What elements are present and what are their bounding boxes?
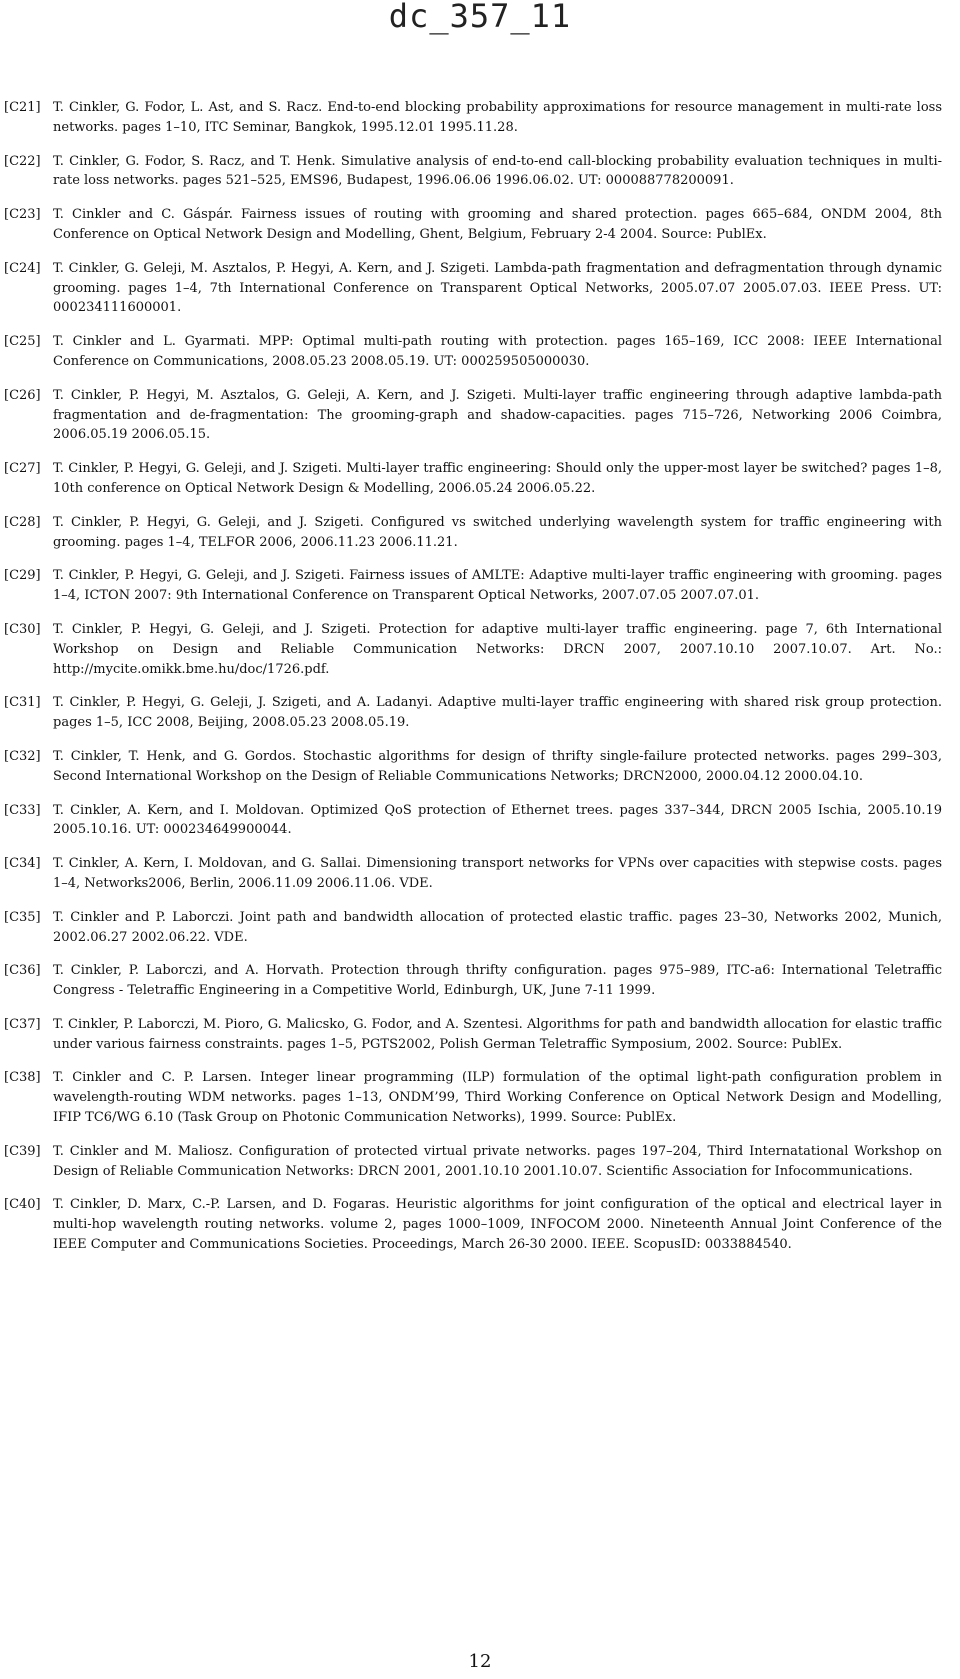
reference-entry bbox=[0, 259, 960, 318]
reference-entry bbox=[0, 1195, 960, 1254]
reference-entry bbox=[0, 801, 960, 841]
reference-text: T. Cinkler and C. Gáspár. Fairness issues of routing with grooming and shared protection. pages 665–684, ONDM 2004, 8th Conference on Optical Network Design and Modelling, Ghent, Belgium, February 2-4 2004. Source: PublEx. bbox=[53, 207, 942, 242]
reference-entry bbox=[0, 459, 960, 499]
reference-entry bbox=[0, 1015, 960, 1055]
reference-label: [C29] bbox=[4, 568, 41, 584]
reference-label: [C26] bbox=[4, 387, 41, 403]
reference-list bbox=[0, 98, 960, 1269]
reference-label: [C27] bbox=[4, 461, 41, 477]
reference-text: T. Cinkler and M. Maliosz. Configuration of protected virtual private networks. pages 197–204, Third Internatational Workshop on Design of Reliable Communication Networks: DRCN 2001, 2001.10.10 2001.10.07. Scientific Association for Infocommunications. bbox=[53, 1143, 942, 1179]
reference-entry bbox=[0, 854, 960, 894]
reference-text: T. Cinkler, G. Geleji, M. Asztalos, P. Hegyi, A. Kern, and J. Szigeti. Lambda-path fragmentation and defragmentation through dynamic grooming. pages 1–4, 7th International Conference on Transparent Optical Networks, 2005.07.07 2005.07.03. IEEE Press. UT: 000234111600001. bbox=[53, 260, 942, 316]
reference-text: T. Cinkler, D. Marx, C.-P. Larsen, and D. Fogaras. Heuristic algorithms for joint configuration of the optical and electrical layer in multi-hop wavelength routing networks. volume 2, pages 1000–1009, INFOCOM 2000. Nineteenth Annual Joint Conference of the IEEE Computer and Communications Societies. Proceedings, March 26-30 2000. IEEE. ScopusID: 0033884540. bbox=[53, 1197, 942, 1253]
reference-text: T. Cinkler, P. Laborczi, and A. Horvath. Protection through thrifty configuration. pages 975–989, ITC-a6: International Teletraffic Congress - Teletraffic Engineering in a Competitive World, Edinburgh, UK, June 7-11 1999. bbox=[53, 963, 942, 999]
reference-label: [C35] bbox=[4, 909, 41, 925]
reference-label: [C25] bbox=[4, 334, 41, 350]
reference-text: T. Cinkler, P. Hegyi, M. Asztalos, G. Geleji, A. Kern, and J. Szigeti. Multi-layer traffic engineering through adaptive lambda-path fragmentation and de-fragmentation: The grooming-graph and shadow-capacities. pages 715–726, Networking 2006 Coimbra, 2006.05.19 2006.05.15. bbox=[53, 387, 942, 443]
reference-label: [C21] bbox=[4, 100, 41, 115]
reference-label: [C30] bbox=[4, 621, 41, 637]
reference-text: T. Cinkler, P. Laborczi, M. Pioro, G. Malicsko, G. Fodor, and A. Szentesi. Algorithms for path and bandwidth allocation for elastic traffic under various fairness constraints. pages 1–5, PGTS2002, Polish German Teletraffic Symposium, 2002. Source: PublEx. bbox=[53, 1016, 942, 1052]
reference-label: [C33] bbox=[4, 802, 41, 818]
reference-label: [C23] bbox=[4, 207, 41, 223]
reference-entry bbox=[0, 513, 960, 553]
reference-entry bbox=[0, 908, 960, 948]
reference-label: [C36] bbox=[4, 963, 41, 979]
reference-text: T. Cinkler, G. Fodor, L. Ast, and S. Racz. End-to-end blocking probability approximations for resource management in multi-rate loss networks. pages 1–10, ITC Seminar, Bangkok, 1995.12.01 1995.11.28. bbox=[53, 100, 942, 135]
reference-entry bbox=[0, 1142, 960, 1182]
reference-entry bbox=[0, 620, 960, 679]
reference-label: [C22] bbox=[4, 153, 41, 169]
reference-entry bbox=[0, 747, 960, 787]
reference-text: T. Cinkler, P. Hegyi, G. Geleji, J. Szigeti, and A. Ladanyi. Adaptive multi-layer traffic engineering with shared risk group protection. pages 1–5, ICC 2008, Beijing, 2008.05.23 2008.05.19. bbox=[53, 695, 942, 731]
reference-entry bbox=[0, 386, 960, 445]
reference-label: [C39] bbox=[4, 1143, 41, 1159]
reference-label: [C31] bbox=[4, 695, 41, 711]
reference-entry bbox=[0, 566, 960, 606]
reference-text: T. Cinkler, A. Kern, I. Moldovan, and G. Sallai. Dimensioning transport networks for VPNs over capacities with stepwise costs. pages 1–4, Networks2006, Berlin, 2006.11.09 2006.11.06. VDE. bbox=[53, 856, 942, 891]
reference-text: T. Cinkler and L. Gyarmati. MPP: Optimal multi-path routing with protection. pages 165–169, ICC 2008: IEEE International Conference on Communications, 2008.05.23 2008.05.19. UT: 000259505000030. bbox=[53, 334, 942, 369]
reference-entry bbox=[0, 152, 960, 192]
reference-entry bbox=[0, 205, 960, 245]
reference-label: [C24] bbox=[4, 260, 41, 276]
reference-text: T. Cinkler, P. Hegyi, G. Geleji, and J. Szigeti. Configured vs switched underlying wavelength system for traffic engineering with grooming. pages 1–4, TELFOR 2006, 2006.11.23 2006.11.21. bbox=[53, 514, 942, 550]
reference-label: [C40] bbox=[4, 1197, 41, 1213]
reference-text: T. Cinkler, G. Fodor, S. Racz, and T. Henk. Simulative analysis of end-to-end call-blocking probability evaluation techniques in multi-rate loss networks. pages 521–525, EMS96, Budapest, 1996.06.06 1996.06.02. UT: 000088778200091. bbox=[53, 153, 942, 189]
reference-text: T. Cinkler, P. Hegyi, G. Geleji, and J. Szigeti. Fairness issues of AMLTE: Adaptive multi-layer traffic engineering with grooming. pages 1–4, ICTON 2007: 9th International Conference on Transparent Optical Networks, 2007.07.05 2007.07.01. bbox=[53, 568, 942, 604]
page-number: 12 bbox=[468, 1651, 492, 1672]
reference-entry bbox=[0, 332, 960, 372]
reference-text: T. Cinkler, P. Hegyi, G. Geleji, and J. Szigeti. Protection for adaptive multi-layer traffic engineering. page 7, 6th International Workshop on Design and Reliable Communication Networks: DRCN 2007, 2007.10.10 2007.10.07. Art. No.: http://mycite.omikk.bme.hu/doc/1726.pdf. bbox=[53, 621, 942, 677]
reference-text: T. Cinkler and P. Laborczi. Joint path and bandwidth allocation of protected elastic traffic. pages 23–30, Networks 2002, Munich, 2002.06.27 2002.06.22. VDE. bbox=[53, 909, 942, 945]
reference-label: [C34] bbox=[4, 856, 41, 872]
reference-entry bbox=[0, 961, 960, 1001]
reference-text: T. Cinkler, A. Kern, and I. Moldovan. Optimized QoS protection of Ethernet trees. pages 337–344, DRCN 2005 Ischia, 2005.10.19 2005.10.16. UT: 000234649900044. bbox=[53, 802, 942, 838]
reference-label: [C32] bbox=[4, 748, 41, 764]
reference-entry bbox=[0, 693, 960, 733]
reference-text: T. Cinkler and C. P. Larsen. Integer linear programming (ILP) formulation of the optimal light-path configuration problem in wavelength-routing WDM networks. pages 1–13, ONDM’99, Third Working Conference on Optical Network Design and Modelling, IFIP TC6/WG 6.10 (Task Group on Photonic Communication Networks), 1999. Source: PublEx. bbox=[53, 1070, 942, 1126]
reference-label: [C37] bbox=[4, 1016, 41, 1032]
reference-entry bbox=[0, 98, 960, 138]
document-id-header: dc_357_11 bbox=[388, 0, 572, 35]
reference-text: T. Cinkler, P. Hegyi, G. Geleji, and J. Szigeti. Multi-layer traffic engineering: Should only the upper-most layer be switched? pages 1–8, 10th conference on Optical Network Design & Modelling, 2006.05.24 2006.05.22. bbox=[53, 461, 942, 496]
reference-label: [C38] bbox=[4, 1070, 41, 1086]
reference-label: [C28] bbox=[4, 514, 41, 530]
reference-text: T. Cinkler, T. Henk, and G. Gordos. Stochastic algorithms for design of thrifty single-failure protected networks. pages 299–303, Second International Workshop on the Design of Reliable Communications Networks; DRCN2000, 2000.04.12 2000.04.10. bbox=[53, 748, 942, 784]
reference-entry bbox=[0, 1068, 960, 1127]
